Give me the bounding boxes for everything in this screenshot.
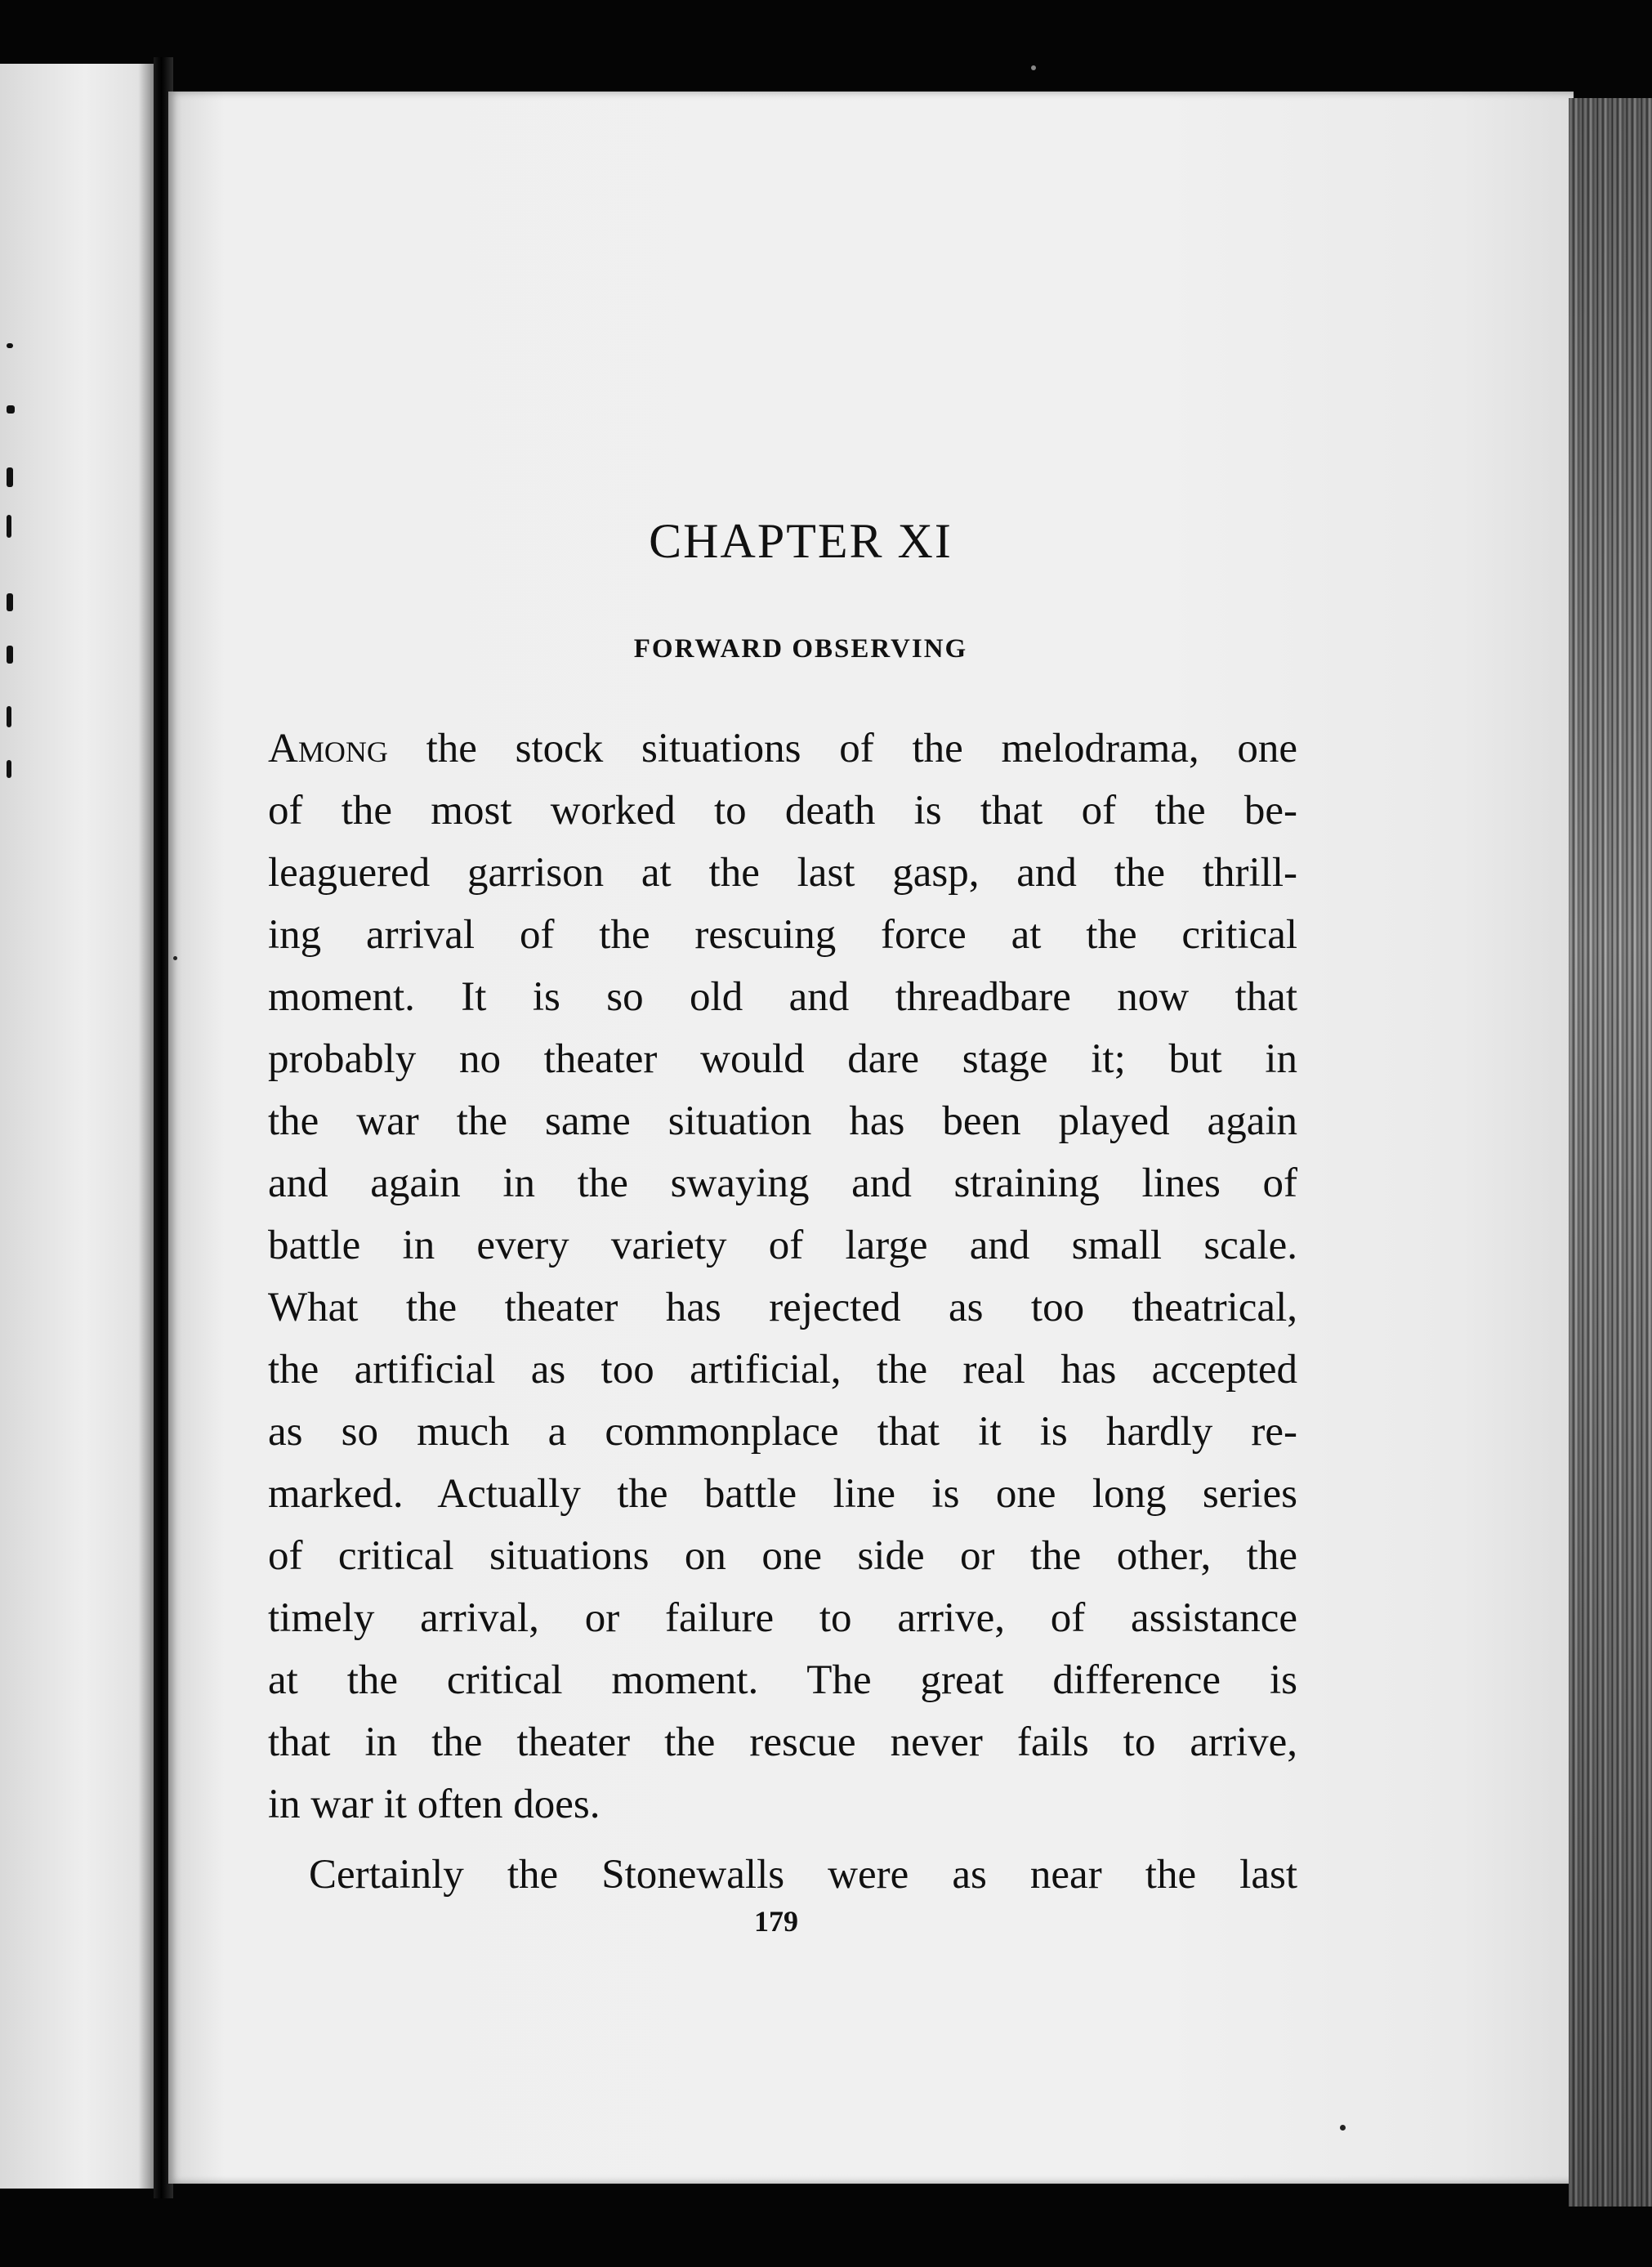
text-line: Among the stock situations of the melodrama, one <box>268 726 1297 771</box>
text-line: probably no theater would dare stage it; but in <box>268 1036 1297 1082</box>
text-remnant <box>7 760 11 778</box>
dust-speck <box>1031 65 1036 70</box>
text-line: moment. It is so old and threadbare now that <box>268 974 1297 1020</box>
text-remnant <box>7 343 13 348</box>
text-line: of critical situations on one side or the other, the <box>268 1533 1297 1579</box>
text-line: that in the theater the rescue never fails to arrive, <box>268 1719 1297 1765</box>
page-number: 179 <box>754 1905 798 1938</box>
chapter-subtitle: FORWARD OBSERVING <box>633 634 968 664</box>
text-line: in war it often does. <box>268 1782 601 1827</box>
text-remnant <box>7 706 11 727</box>
text-line: the war the same situation has been played again <box>268 1098 1297 1144</box>
text-line: as so much a commonplace that it is hardly re- <box>268 1409 1297 1455</box>
text-line: at the critical moment. The great difference is <box>268 1657 1297 1703</box>
paragraph <box>268 1844 1297 1906</box>
body-text <box>268 718 1297 1906</box>
paragraph <box>268 718 1297 1836</box>
left-page-fragment <box>0 64 154 2189</box>
dust-speck <box>173 956 177 960</box>
chapter-title: CHAPTER XI <box>649 514 953 568</box>
text-line: of the most worked to death is that of the be- <box>268 788 1297 834</box>
text-remnant <box>7 467 13 487</box>
text-line: timely arrival, or failure to arrive, of assistance <box>268 1595 1297 1641</box>
text-line: marked. Actually the battle line is one long series <box>268 1471 1297 1517</box>
page-stack-shading <box>1569 98 1652 2207</box>
text-line: the artificial as too artificial, the real has accepted <box>268 1347 1297 1393</box>
text-line: What the theater has rejected as too theatrical, <box>268 1285 1297 1330</box>
text-line: ing arrival of the rescuing force at the critical <box>268 912 1297 958</box>
dust-speck <box>1340 2125 1346 2131</box>
text-remnant <box>7 405 15 414</box>
text-line: Certainly the Stonewalls were as near the last <box>309 1852 1297 1898</box>
text-remnant <box>7 593 13 611</box>
text-line: battle in every variety of large and small scale. <box>268 1223 1297 1268</box>
text-line: leaguered garrison at the last gasp, and the thrill- <box>268 850 1297 896</box>
text-line: and again in the swaying and straining lines of <box>268 1160 1297 1206</box>
